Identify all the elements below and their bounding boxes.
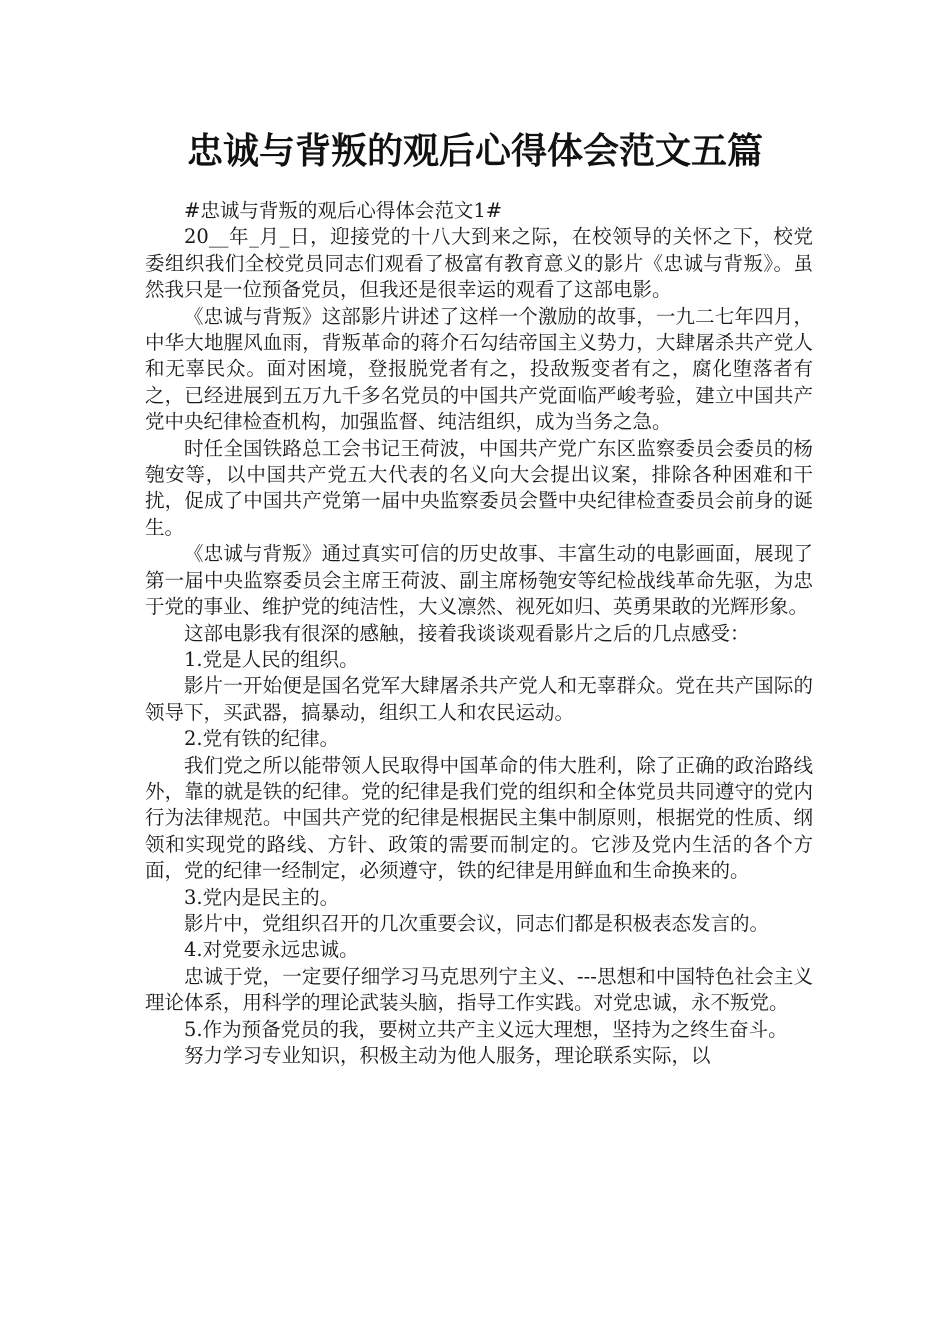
paragraph: 忠诚于党，一定要仔细学习马克思列宁主义、---思想和中国特色社会主义理论体系，用科学的理论武装头脑，指导工作实践。对党忠诚，永不叛党。 [145, 964, 813, 1015]
paragraph: 这部电影我有很深的感触，接着我谈谈观看影片之后的几点感受： [184, 621, 750, 645]
paragraph: 我们党之所以能带领人民取得中国革命的伟大胜利，除了正确的政治路线外，靠的就是铁的纪律。党的纪律是我们党的组织和全体党员共同遵守的党内行为法律规范。中国共产党的纪律是根据民主集中制原则，根据党的性质、纲领和实现党的路线、方针、政策的需要而制定的。它涉及党内生活的各个方面，党的纪律一经制定，必须遵守，铁的纪律是用鲜血和生命换来的。 [145, 753, 813, 883]
list-heading: 3.党内是民主的。 [184, 885, 340, 909]
list-heading: 5.作为预备党员的我，要树立共产主义远大理想，坚持为之终生奋斗。 [184, 1017, 788, 1041]
paragraph: 影片一开始便是国名党军大肆屠杀共产党人和无辜群众。党在共产国际的领导下，买武器，搞暴动，组织工人和农民运动。 [145, 674, 813, 724]
document-body [145, 198, 813, 1069]
paragraph: 努力学习专业知识，积极主动为他人服务，理论联系实际，以 [184, 1044, 711, 1067]
list-heading: 1.党是人民的组织。 [184, 647, 359, 671]
paragraph: 20__年_月_日，迎接党的十八大到来之际，在校领导的关怀之下，校党委组织我们全校党员同志们观看了极富有教育意义的影片《忠诚与背叛》。虽然我只是一位预备党员，但我还是很幸运的观看了这部电影。 [145, 225, 813, 302]
section-heading: #忠诚与背叛的观后心得体会范文1# [184, 199, 503, 222]
list-heading: 4.对党要永远忠诚。 [184, 938, 359, 962]
paragraph: 《忠诚与背叛》通过真实可信的历史故事、丰富生动的电影画面，展现了第一届中央监察委员会主席王荷波、副主席杨匏安等纪检战线革命先驱，为忠于党的事业、维护党的纯洁性，大义凛然、视死如归、英勇果敢的光辉形象。 [145, 542, 813, 619]
paragraph: 时任全国铁路总工会书记王荷波，中国共产党广东区监察委员会委员的杨匏安等，以中国共产党五大代表的名义向大会提出议案，排除各种困难和干扰，促成了中国共产党第一届中央监察委员会暨中央纪律检查委员会前身的诞生。 [145, 436, 813, 539]
document-title: 忠诚与背叛的观后心得体会范文五篇 [186, 131, 763, 172]
paragraph: 《忠诚与背叛》这部影片讲述了这样一个激励的故事，一九二七年四月，中华大地腥风血雨，背叛革命的蒋介石勾结帝国主义势力，大肆屠杀共产党人和无辜民众。面对困境，登报脱党者有之，投敌叛变者有之，腐化堕落者有之，已经进展到五万九千多名党员的中国共产党面临严峻考验，建立中国共产党中央纪律检查机构，加强监督、纯洁组织，成为当务之急。 [145, 304, 813, 434]
list-heading: 2.党有铁的纪律。 [184, 727, 340, 751]
paragraph: 影片中，党组织召开的几次重要会议，同志们都是积极表态发言的。 [184, 911, 770, 935]
